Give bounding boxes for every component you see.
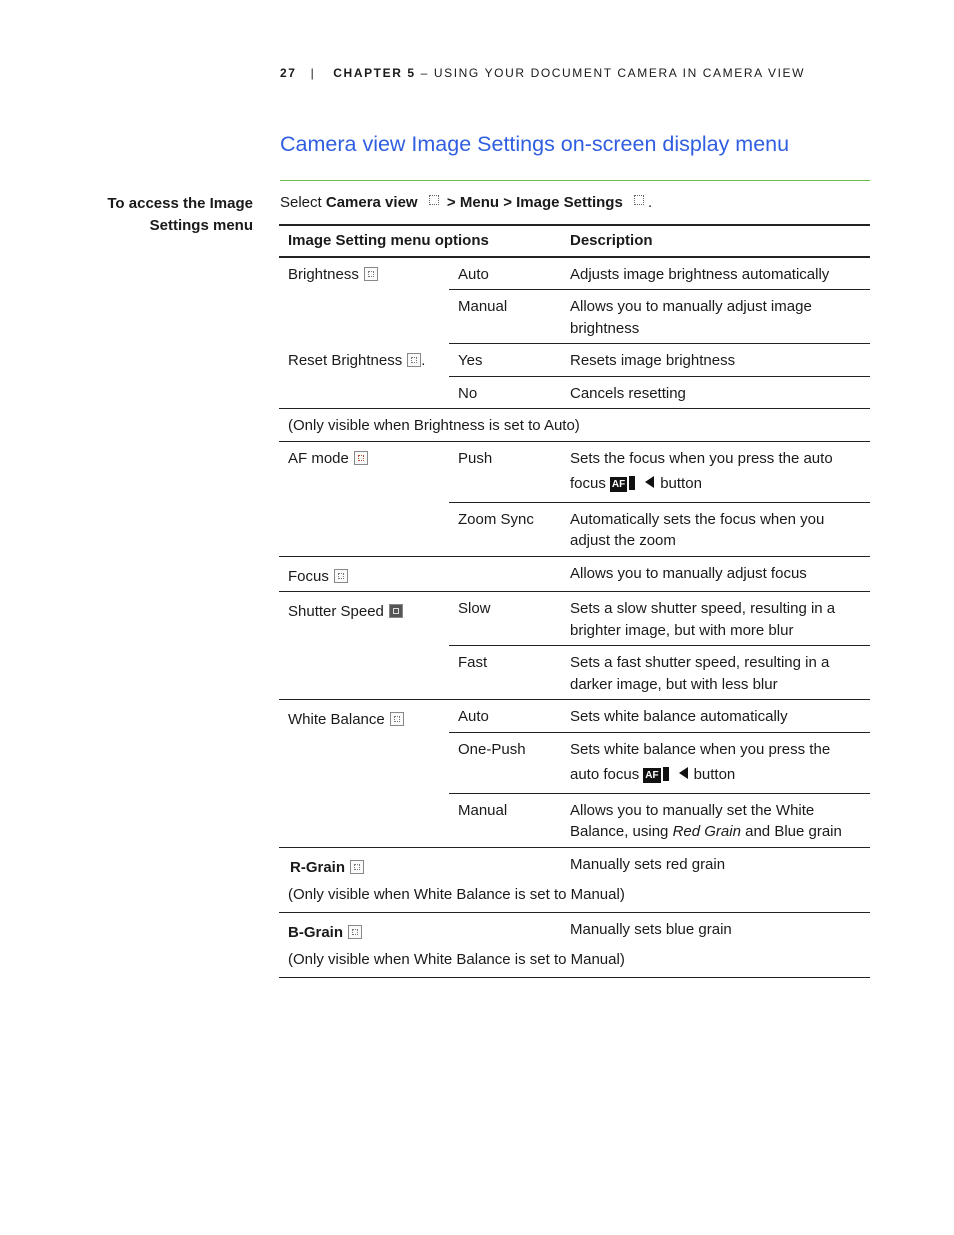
table-row (279, 700, 870, 733)
focus-empty (449, 556, 561, 592)
header-description: Description (561, 225, 870, 257)
r-grain-cell (279, 847, 561, 882)
shutter-speed-label: Shutter Speed (288, 603, 384, 620)
table-row (279, 556, 870, 592)
reset-brightness-cell (279, 344, 449, 409)
side-heading (60, 193, 253, 237)
wb-manual-desc-italic: Red Grain (672, 823, 741, 840)
table-row (279, 912, 870, 947)
af-push: Push (449, 441, 561, 502)
intro-menu-path: > Menu > Image Settings (442, 194, 623, 211)
camera-view-icon (427, 193, 443, 209)
white-balance-cell (279, 700, 449, 848)
table-row (279, 257, 870, 290)
intro-end: . (647, 194, 653, 211)
af-button-icon: AF (645, 769, 659, 781)
reset-brightness-icon (407, 353, 421, 367)
white-balance-icon (390, 712, 404, 726)
intro-instruction (280, 193, 652, 213)
reset-no: No (449, 376, 561, 409)
wb-one-push: One-Push (449, 732, 561, 793)
shutter-speed-cell (279, 592, 449, 700)
page-title: Camera view Image Settings on-screen display menu (280, 132, 790, 156)
af-mode-cell (279, 441, 449, 556)
image-settings-table (279, 224, 870, 978)
table-row (279, 947, 870, 977)
r-grain-note: (Only visible when White Balance is set to Manual) (288, 886, 625, 903)
brightness-label: Brightness (288, 265, 359, 283)
wb-one-push-desc-line1: Sets white balance when you press the (570, 740, 831, 758)
brightness-cell (279, 257, 449, 344)
image-settings-icon (632, 193, 648, 209)
af-zoom-sync-desc: Automatically sets the focus when you adjust the zoom (561, 502, 870, 556)
header-separator: | (310, 66, 316, 80)
table-row (279, 592, 870, 646)
table-header-row (279, 225, 870, 257)
left-arrow-icon (679, 767, 688, 779)
side-heading-line2: Settings menu (149, 217, 253, 234)
chapter-title: – USING YOUR DOCUMENT CAMERA IN CAMERA VIEW (420, 66, 806, 80)
table-row (279, 882, 870, 912)
white-balance-label: White Balance (288, 711, 385, 728)
wb-manual-desc-1: Allows you to manually set the White Balance, using (570, 801, 815, 840)
wb-manual-desc-2: and Blue grain (740, 823, 842, 840)
intro-camera-view: Camera view (325, 194, 418, 211)
left-arrow-icon (645, 476, 654, 488)
b-grain-icon (348, 925, 362, 939)
table-row (279, 441, 870, 502)
focus-desc: Allows you to manually adjust focus (561, 556, 870, 592)
wb-one-push-desc-line2 (570, 760, 861, 789)
af-push-desc (561, 441, 870, 502)
reset-brightness-note: (Only visible when Brightness is set to Auto) (279, 409, 870, 442)
wb-one-push-desc (561, 732, 870, 793)
shutter-fast-desc: Sets a fast shutter speed, resulting in a darker image, but with less blur (561, 646, 870, 700)
focus-label: Focus (288, 567, 329, 585)
brightness-icon (364, 267, 378, 281)
wb-manual-desc (561, 793, 870, 847)
b-grain-label: B-Grain (288, 923, 344, 941)
brightness-manual: Manual (449, 290, 561, 344)
af-bar-icon (629, 476, 635, 490)
af-push-desc-line2 (570, 469, 861, 498)
r-grain-desc: Manually sets red grain (561, 847, 870, 882)
table-row (279, 847, 870, 882)
chapter-label: CHAPTER 5 (333, 66, 416, 80)
wb-one-push-desc-autofocus: auto focus (570, 765, 640, 783)
reset-yes: Yes (449, 344, 561, 377)
af-zoom-sync: Zoom Sync (449, 502, 561, 556)
af-bar-icon (663, 767, 669, 781)
brightness-manual-desc: Allows you to manually adjust image brightness (561, 290, 870, 344)
page-number: 27 (280, 66, 297, 80)
b-grain-desc: Manually sets blue grain (561, 912, 870, 947)
shutter-slow: Slow (449, 592, 561, 646)
af-mode-label: AF mode (288, 449, 349, 467)
reset-brightness-label: Reset Brightness (288, 351, 403, 369)
af-button-icon: AF (611, 478, 626, 490)
wb-one-push-desc-button: button (693, 765, 736, 783)
title-divider (280, 180, 870, 181)
b-grain-note: (Only visible when White Balance is set to Manual) (279, 947, 870, 977)
af-push-desc-button: button (660, 474, 702, 492)
side-heading-line1: To access the Image (107, 195, 253, 212)
af-push-desc-focus: focus (570, 474, 606, 492)
wb-auto: Auto (449, 700, 561, 733)
b-grain-cell (279, 912, 561, 947)
table-row (279, 344, 870, 377)
af-mode-icon (354, 451, 368, 465)
intro-select: Select (280, 194, 326, 211)
r-grain-icon (350, 860, 364, 874)
brightness-auto: Auto (458, 265, 489, 283)
shutter-fast: Fast (449, 646, 561, 700)
running-head (280, 66, 805, 80)
reset-no-desc: Cancels resetting (561, 376, 870, 409)
af-push-desc-line1: Sets the focus when you press the auto (570, 449, 833, 467)
wb-auto-desc: Sets white balance automatically (561, 700, 870, 733)
shutter-slow-desc: Sets a slow shutter speed, resulting in a brighter image, but with more blur (561, 592, 870, 646)
reset-yes-desc: Resets image brightness (561, 344, 870, 377)
shutter-speed-icon (389, 604, 403, 618)
header-options: Image Setting menu options (279, 225, 561, 257)
wb-manual: Manual (449, 793, 561, 847)
r-grain-label: R-Grain (290, 858, 346, 876)
focus-cell (279, 556, 449, 592)
table-row (279, 409, 870, 442)
brightness-auto-desc: Adjusts image brightness automatically (570, 265, 830, 283)
reset-brightness-label-end: . (421, 351, 426, 369)
focus-icon (334, 569, 348, 583)
